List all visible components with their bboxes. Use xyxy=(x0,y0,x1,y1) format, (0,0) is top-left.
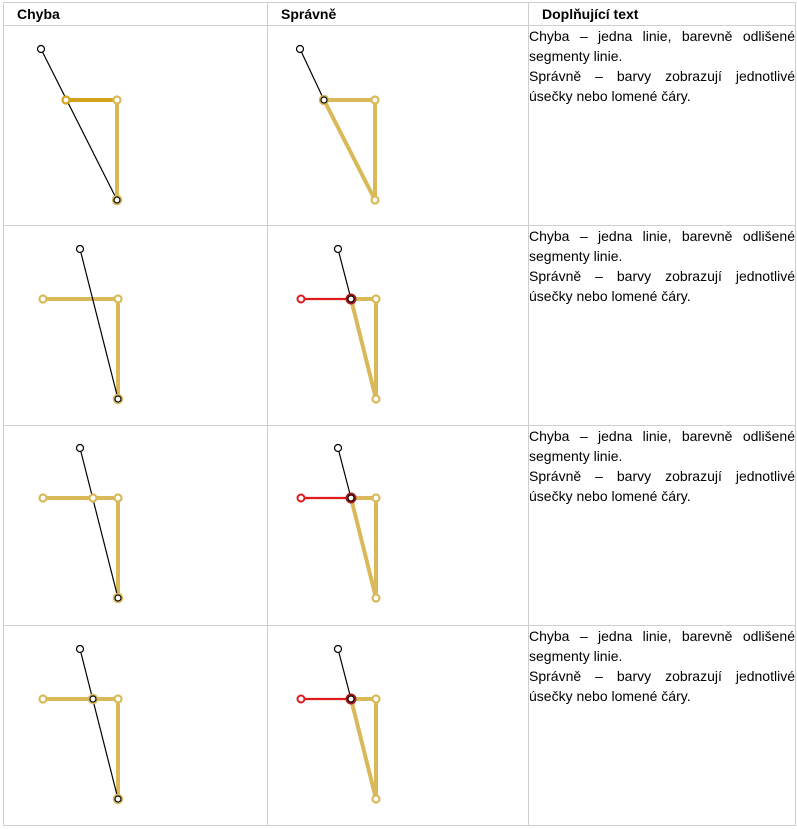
correct-description: Správně – barvy zobrazují jednotlivé úsečky nebo lomené čáry. xyxy=(529,68,795,104)
header-chyba: Chyba xyxy=(4,3,268,26)
table-row xyxy=(4,26,796,226)
error-description: Chyba – jedna linie, barevně odlišené segmenty linie. xyxy=(529,228,795,264)
cell-correct-diagram xyxy=(268,426,529,626)
cell-error-diagram xyxy=(4,426,268,626)
correct-diagram-4 xyxy=(268,626,529,825)
header-spravne: Správně xyxy=(268,3,529,26)
error-diagram-3 xyxy=(4,426,268,625)
table-row xyxy=(4,426,796,626)
cell-error-diagram xyxy=(4,226,268,426)
correct-description: Správně – barvy zobrazují jednotlivé úsečky nebo lomené čáry. xyxy=(529,668,795,704)
error-diagram-2 xyxy=(4,226,268,425)
header-row xyxy=(4,3,796,26)
error-diagram-4 xyxy=(4,626,268,825)
cell-description xyxy=(529,226,796,426)
cell-description xyxy=(529,26,796,226)
cell-error-diagram xyxy=(4,626,268,826)
error-diagram-1 xyxy=(4,26,268,225)
cell-correct-diagram xyxy=(268,26,529,226)
correct-description: Správně – barvy zobrazují jednotlivé úsečky nebo lomené čáry. xyxy=(529,468,795,504)
correct-diagram-2 xyxy=(268,226,529,425)
correct-diagram-1 xyxy=(268,26,529,225)
table-row xyxy=(4,226,796,426)
error-description: Chyba – jedna linie, barevně odlišené segmenty linie. xyxy=(529,628,795,664)
cell-correct-diagram xyxy=(268,626,529,826)
error-description: Chyba – jedna linie, barevně odlišené segmenty linie. xyxy=(529,428,795,464)
cell-correct-diagram xyxy=(268,226,529,426)
header-doplnujici-text: Doplňující text xyxy=(529,3,796,26)
correct-diagram-3 xyxy=(268,426,529,625)
cell-description xyxy=(529,426,796,626)
error-description: Chyba – jedna linie, barevně odlišené segmenty linie. xyxy=(529,28,795,64)
table-row xyxy=(4,626,796,826)
cell-description xyxy=(529,626,796,826)
correct-description: Správně – barvy zobrazují jednotlivé úsečky nebo lomené čáry. xyxy=(529,268,795,304)
comparison-table xyxy=(3,2,796,826)
cell-error-diagram xyxy=(4,26,268,226)
